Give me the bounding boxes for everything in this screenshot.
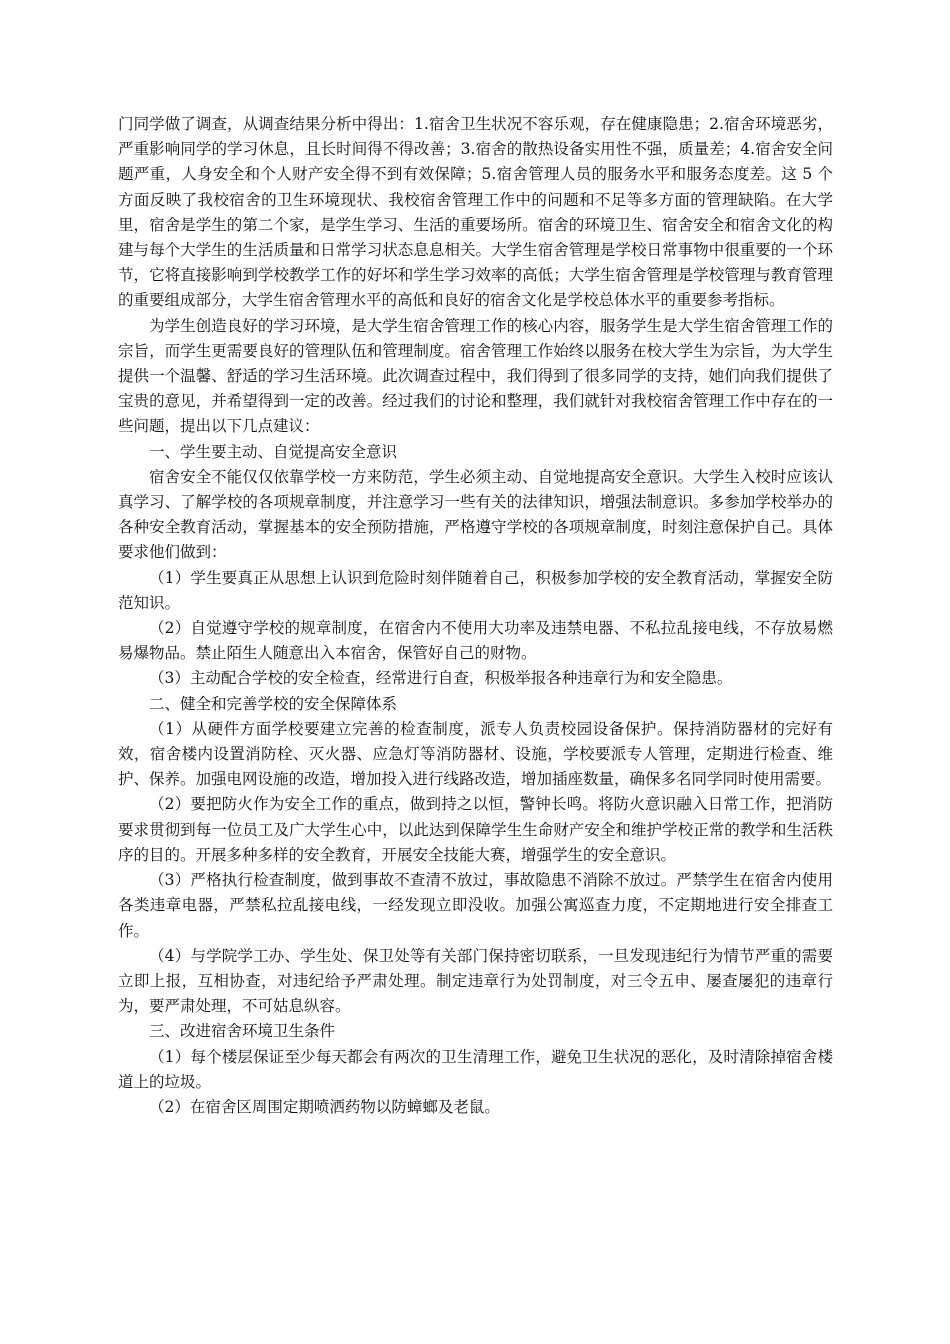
list-item-1-3: （3）主动配合学校的安全检查，经常进行自查，积极举报各种违章行为和安全隐患。: [149, 669, 733, 688]
paragraph-1: 门同学做了调查，从调查结果分析中得出：1.宿舍卫生状况不容乐观，存在健康隐患；2.宿舍环境恶劣，严重影响同学的学习休息，且长时间得不得改善；3.宿舍的散热设备实用性不强，质量差；4.宿舍安全问题严重，人身安全和个人财产安全得不到有效保障；5.宿舍管理人员的服务水平和服务态度差。这 5 个方面反映了我校宿舍的卫生环境现状、我校宿舍管理工作中的问题和不足等多方面的管理缺陷。在大学里，宿舍是学生的第二个家，是学生学习、生活的重要场所。宿舍的环境卫生、宿舍安全和宿舍文化的构建与每个大学生的生活质量和日常学习状态息息相关。大学生宿舍管理是学校日常事物中很重要的一个环节，它将直接影响到学校教学工作的好坏和学生学习效率的高低；大学生宿舍管理是学校管理与教育管理的重要组成部分，大学生宿舍管理水平的高低和良好的宿舍文化是学校总体水平的重要参考指标。: [118, 115, 833, 310]
paragraph-3: 宿舍安全不能仅仅依靠学校一方来防范，学生必须主动、自觉地提高安全意识。大学生入校时应该认真学习、了解学校的各项规章制度，并注意学习一些有关的法律知识，增强法制意识。多参加学校举办的各种安全教育活动，掌握基本的安全预防措施，严格遵守学校的各项规章制度，时刻注意保护自己。具体要求他们做到：: [118, 467, 833, 562]
list-item-2-2: （2）要把防火作为安全工作的重点，做到持之以恒，警钟长鸣。将防火意识融入日常工作，把消防要求贯彻到每一位员工及广大学生心中，以此达到保障学生生命财产安全和维护学校正常的教学和生活秩序的目的。开展多种多样的安全教育，开展安全技能大赛，增强学生的安全意识。: [118, 795, 833, 864]
list-item-2-3: （3）严格执行检查制度，做到事故不查清不放过，事故隐患不消除不放过。严禁学生在宿舍内使用各类违章电器，严禁私拉乱接电线，一经发现立即没收。加强公寓巡查力度，不定期地进行安全排查工作。: [118, 871, 833, 940]
section-heading-3: 三、改进宿舍环境卫生条件: [149, 1022, 336, 1041]
list-item-3-2: （2）在宿舍区周围定期喷洒药物以防蟑螂及老鼠。: [149, 1097, 500, 1116]
section-heading-1: 一、学生要主动、自觉提高安全意识: [149, 442, 398, 461]
list-item-2-4: （4）与学院学工办、学生处、保卫处等有关部门保持密切联系，一旦发现违纪行为情节严重的需要立即上报，互相协查，对违纪给予严肃处理。制定违章行为处罚制度，对三令五申、屡查屡犯的违章行为，要严肃处理，不可姑息纵容。: [118, 946, 833, 1016]
list-item-1-2: （2）自觉遵守学校的规章制度，在宿舍内不使用大功率及违禁电器、不私拉乱接电线，不存放易燃易爆物品。禁止陌生人随意出入本宿舍，保管好自己的财物。: [118, 619, 833, 663]
list-item-3-1: （1）每个楼层保证至少每天都会有两次的卫生清理工作，避免卫生状况的恶化，及时清除掉宿舍楼道上的垃圾。: [118, 1047, 833, 1091]
list-item-1-1: （1）学生要真正从思想上认识到危险时刻伴随着自己，积极参加学校的安全教育活动，掌握安全防范知识。: [118, 568, 833, 612]
document-page: [118, 112, 833, 1120]
list-item-2-1: （1）从硬件方面学校要建立完善的检查制度，派专人负责校园设备保护。保持消防器材的完好有效，宿舍楼内设置消防栓、灭火器、应急灯等消防器材、设施，学校要派专人管理，定期进行检查、维护、保养。加强电网设施的改造，增加投入进行线路改造，增加插座数量，确保多名同学同时使用需要。: [118, 719, 833, 789]
paragraph-2: 为学生创造良好的学习环境，是大学生宿舍管理工作的核心内容，服务学生是大学生宿舍管理工作的宗旨，而学生更需要良好的管理队伍和管理制度。宿舍管理工作始终以服务在校大学生为宗旨，为大学生提供一个温馨、舒适的学习生活环境。此次调查过程中，我们得到了很多同学的支持，她们向我们提供了宝贵的意见，并希望得到一定的改善。经过我们的讨论和整理，我们就针对我校宿舍管理工作中存在的一些问题，提出以下几点建议：: [118, 316, 833, 436]
section-heading-2: 二、健全和完善学校的安全保障体系: [149, 694, 398, 713]
